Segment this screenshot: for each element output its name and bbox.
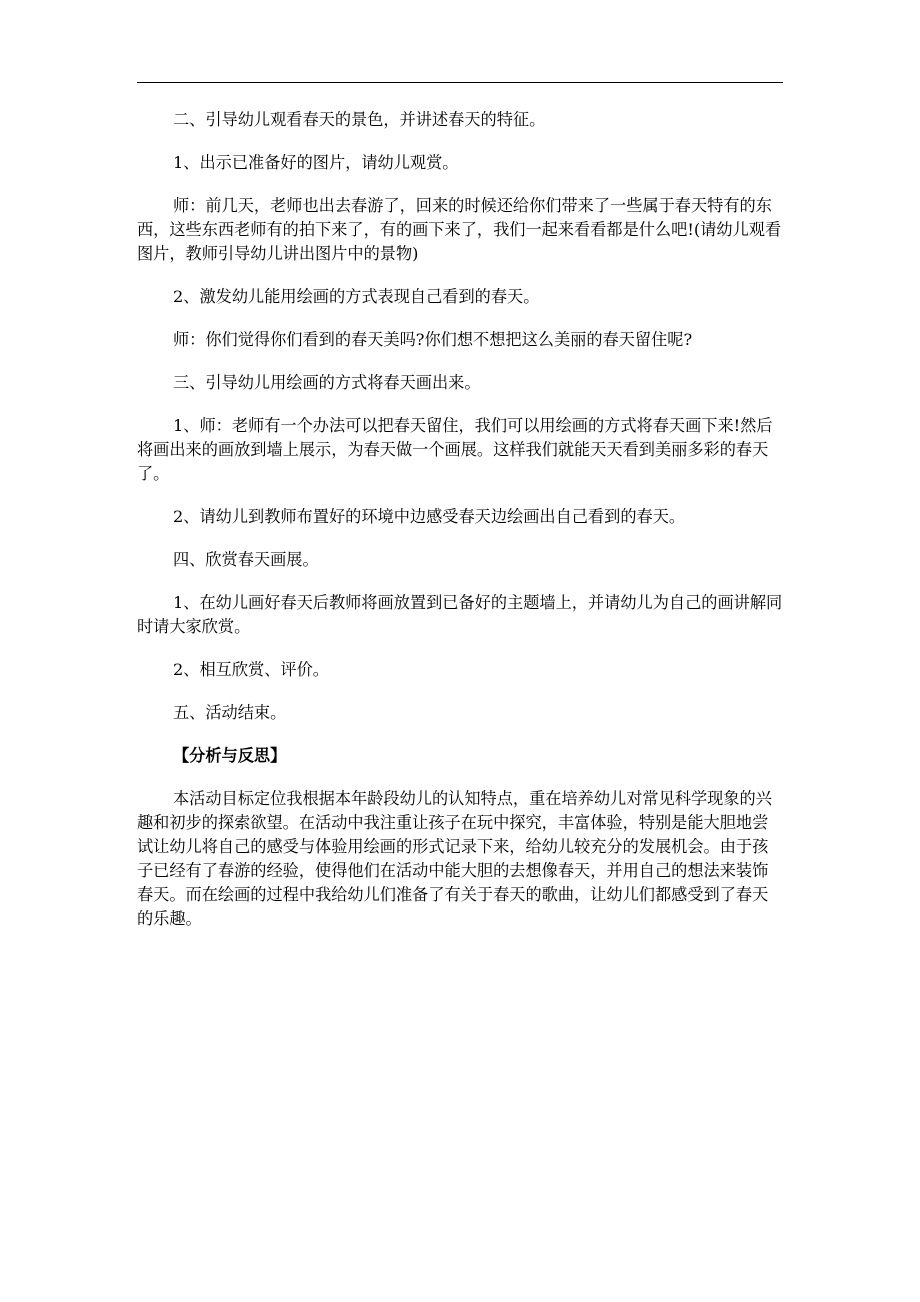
section-heading-2: 二、引导幼儿观看春天的景色，并讲述春天的特征。 — [173, 110, 546, 129]
section-heading-5: 五、活动结束。 — [173, 703, 287, 722]
reflection-heading: 【分析与反思】 — [173, 746, 287, 765]
teacher-speech-3: 1、师：老师有一个办法可以把春天留住，我们可以用绘画的方式将春天画下来!然后将画出来的画放到墙上展示，为春天做一个画展。这样我们就能天天看到美丽多彩的春天了。 — [137, 416, 773, 483]
reflection-body: 本活动目标定位我根据本年龄段幼儿的认知特点，重在培养幼儿对常见科学现象的兴趣和初步的探索欲望。在活动中我注重让孩子在玩中探究，丰富体验，特别是能大胆地尝试让幼儿将自己的感受与体验用绘画的形式记录下来，给幼儿较充分的发展机会。由于孩子已经有了春游的经验，使得他们在活动中能大胆的去想像春天，并用自己的想法来装饰春天。而在绘画的过程中我给幼儿们准备了有关于春天的歌曲，让幼儿们都感受到了春天的乐趣。 — [137, 789, 772, 928]
step-show-pictures: 1、出示已准备好的图片，请幼儿观赏。 — [173, 153, 459, 172]
step-exhibit: 1、在幼儿画好春天后教师将画放置到已备好的主题墙上，并请幼儿为自己的画讲解同时请大家欣赏。 — [137, 593, 783, 636]
step-children-draw: 2、请幼儿到教师布置好的环境中边感受春天边绘画出自己看到的春天。 — [173, 507, 686, 526]
document-body — [137, 108, 783, 950]
teacher-speech-1: 师：前几天，老师也出去春游了，回来的时候还给你们带来了一些属于春天特有的东西，这些东西老师有的拍下来了，有的画下来了，我们一起来看看都是什么吧!(请幼儿观看图片，教师引导幼儿讲出图片中的景物) — [137, 196, 782, 263]
section-heading-4: 四、欣赏春天画展。 — [173, 550, 319, 569]
header-rule — [137, 82, 783, 83]
step-evaluate: 2、相互欣赏、评价。 — [173, 660, 329, 679]
section-heading-3: 三、引导幼儿用绘画的方式将春天画出来。 — [173, 373, 481, 392]
teacher-speech-2: 师：你们觉得你们看到的春天美吗?你们想不想把这么美丽的春天留住呢? — [173, 330, 693, 349]
step-inspire-drawing: 2、激发幼儿能用绘画的方式表现自己看到的春天。 — [173, 287, 540, 306]
